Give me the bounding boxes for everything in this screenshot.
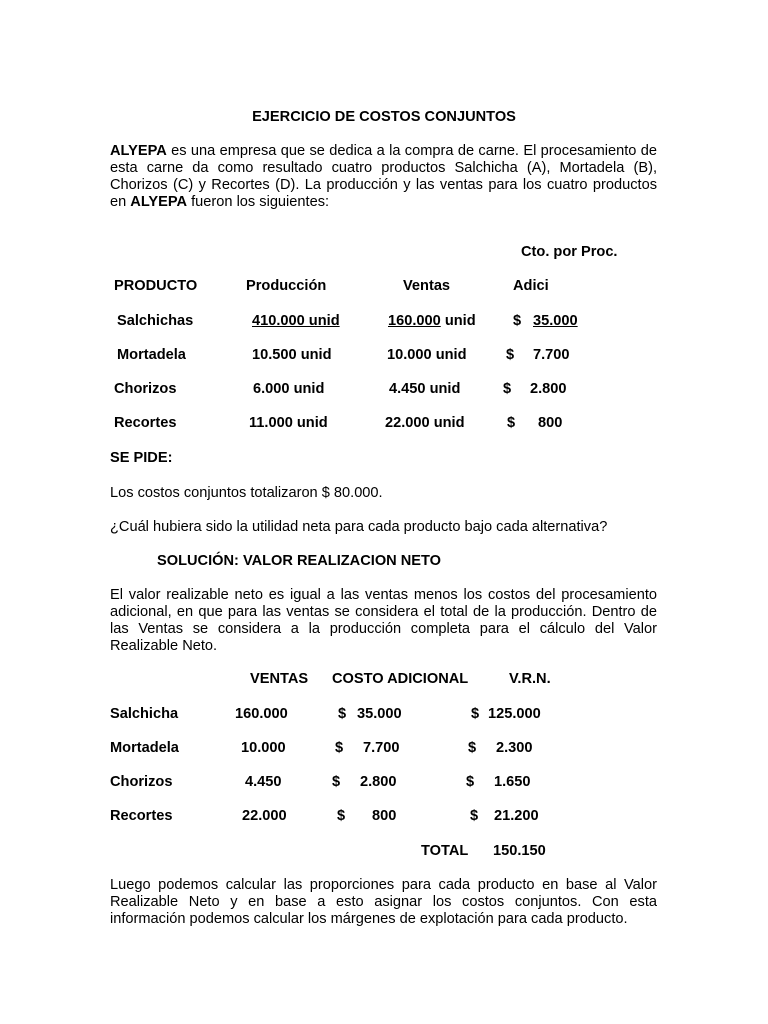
table2-product: Mortadela	[110, 740, 179, 756]
table2-vrn: 125.000	[488, 706, 541, 722]
table1-cost: 2.800	[530, 381, 567, 397]
solution-heading: SOLUCIÓN: VALOR REALIZACION NETO	[157, 553, 442, 569]
table1-ventas	[389, 381, 460, 398]
table1-cost: 35.000	[533, 313, 578, 329]
table1-produccion: 6.000 unid	[253, 381, 325, 397]
table1-produccion: 10.500 unid	[252, 347, 332, 363]
intro-text-2: fueron los siguientes:	[187, 194, 330, 210]
header-producto: PRODUCTO	[114, 278, 198, 294]
dollar-sign: $	[338, 706, 347, 722]
dollar-sign: $	[506, 347, 515, 363]
table1-ventas-num: 10.000	[387, 347, 432, 363]
closing-paragraph: Luego podemos calcular las proporciones para cada producto en base al Valor Realizable Neto y en base a esto asignar los costos conjuntos. Con esta información podemos calcular los márgenes de explotación para cada producto.	[110, 877, 657, 927]
table1-cost: 800	[538, 415, 563, 431]
total-label: TOTAL	[421, 843, 469, 859]
company-name: ALYEPA	[110, 143, 167, 159]
document-title: EJERCICIO DE COSTOS CONJUNTOS	[252, 109, 516, 125]
header-produccion: Producción	[246, 278, 327, 294]
table2-vrn: 2.300	[496, 740, 533, 756]
dollar-sign: $	[471, 706, 480, 722]
table2-costo: 800	[372, 808, 397, 824]
dollar-sign: $	[513, 313, 522, 329]
intro-text-1: es una empresa que se dedica a la compra de carne. El procesamiento de esta carne da como resultado cuatro productos Salchicha (A), Mortadela (B), Chorizos (C) y Recortes (D). La producción y las ventas para los cuatro productos en	[110, 143, 657, 210]
question-line: ¿Cuál hubiera sido la utilidad neta para cada producto bajo cada alternativa?	[110, 519, 608, 535]
table2-product: Chorizos	[110, 774, 173, 790]
table1-produccion: 11.000 unid	[249, 415, 328, 431]
company-name-2: ALYEPA	[130, 194, 188, 210]
table1-ventas	[388, 313, 476, 330]
header-cto-por-proc: Cto. por Proc.	[521, 244, 618, 260]
header-ventas: Ventas	[403, 278, 451, 294]
table2-ventas: 160.000	[235, 706, 288, 722]
table1-cost: 7.700	[533, 347, 570, 363]
header-costo-adicional: COSTO ADICIONAL	[332, 671, 469, 687]
table2-costo: 2.800	[360, 774, 397, 790]
table1-ventas	[387, 347, 467, 364]
table1-product: Salchichas	[117, 313, 194, 329]
table1-produccion: 410.000 unid	[252, 313, 340, 329]
table2-product: Salchicha	[110, 706, 179, 722]
header-adici: Adici	[513, 278, 549, 294]
table2-product: Recortes	[110, 808, 173, 824]
table2-costo: 7.700	[363, 740, 400, 756]
dollar-sign: $	[503, 381, 512, 397]
se-pide-heading: SE PIDE:	[110, 450, 173, 466]
table1-product: Mortadela	[117, 347, 186, 363]
table1-ventas-unit: unid	[440, 313, 476, 329]
dollar-sign: $	[507, 415, 516, 431]
table1-product: Recortes	[114, 415, 177, 431]
header-ventas: VENTAS	[250, 671, 309, 687]
table2-vrn: 21.200	[494, 808, 539, 824]
dollar-sign: $	[332, 774, 341, 790]
table1-ventas-num: 22.000	[385, 415, 430, 431]
dollar-sign: $	[468, 740, 477, 756]
table2-costo: 35.000	[357, 706, 402, 722]
table2-ventas: 4.450	[245, 774, 282, 790]
table1-ventas-unit: unid	[429, 415, 465, 431]
table1-ventas-unit: unid	[431, 347, 467, 363]
table2-ventas: 10.000	[241, 740, 286, 756]
table1-ventas-num: 160.000	[388, 313, 441, 329]
intro-paragraph	[110, 143, 657, 211]
table1-ventas	[385, 415, 465, 432]
dollar-sign: $	[337, 808, 346, 824]
table1-ventas-num: 4.450	[389, 381, 426, 397]
table1-ventas-unit: unid	[425, 381, 461, 397]
header-vrn: V.R.N.	[509, 671, 551, 687]
dollar-sign: $	[470, 808, 479, 824]
table2-ventas: 22.000	[242, 808, 287, 824]
table2-vrn: 1.650	[494, 774, 531, 790]
dollar-sign: $	[335, 740, 344, 756]
joint-costs-line: Los costos conjuntos totalizaron $ 80.000.	[110, 485, 383, 501]
dollar-sign: $	[466, 774, 475, 790]
table1-product: Chorizos	[114, 381, 177, 397]
vrn-paragraph: El valor realizable neto es igual a las ventas menos los costos del procesamiento adicional, en que para las ventas se considera el total de la producción. Dentro de las Ventas se considera a la producción completa para el cálculo del Valor Realizable Neto.	[110, 587, 657, 654]
total-value: 150.150	[493, 843, 546, 859]
